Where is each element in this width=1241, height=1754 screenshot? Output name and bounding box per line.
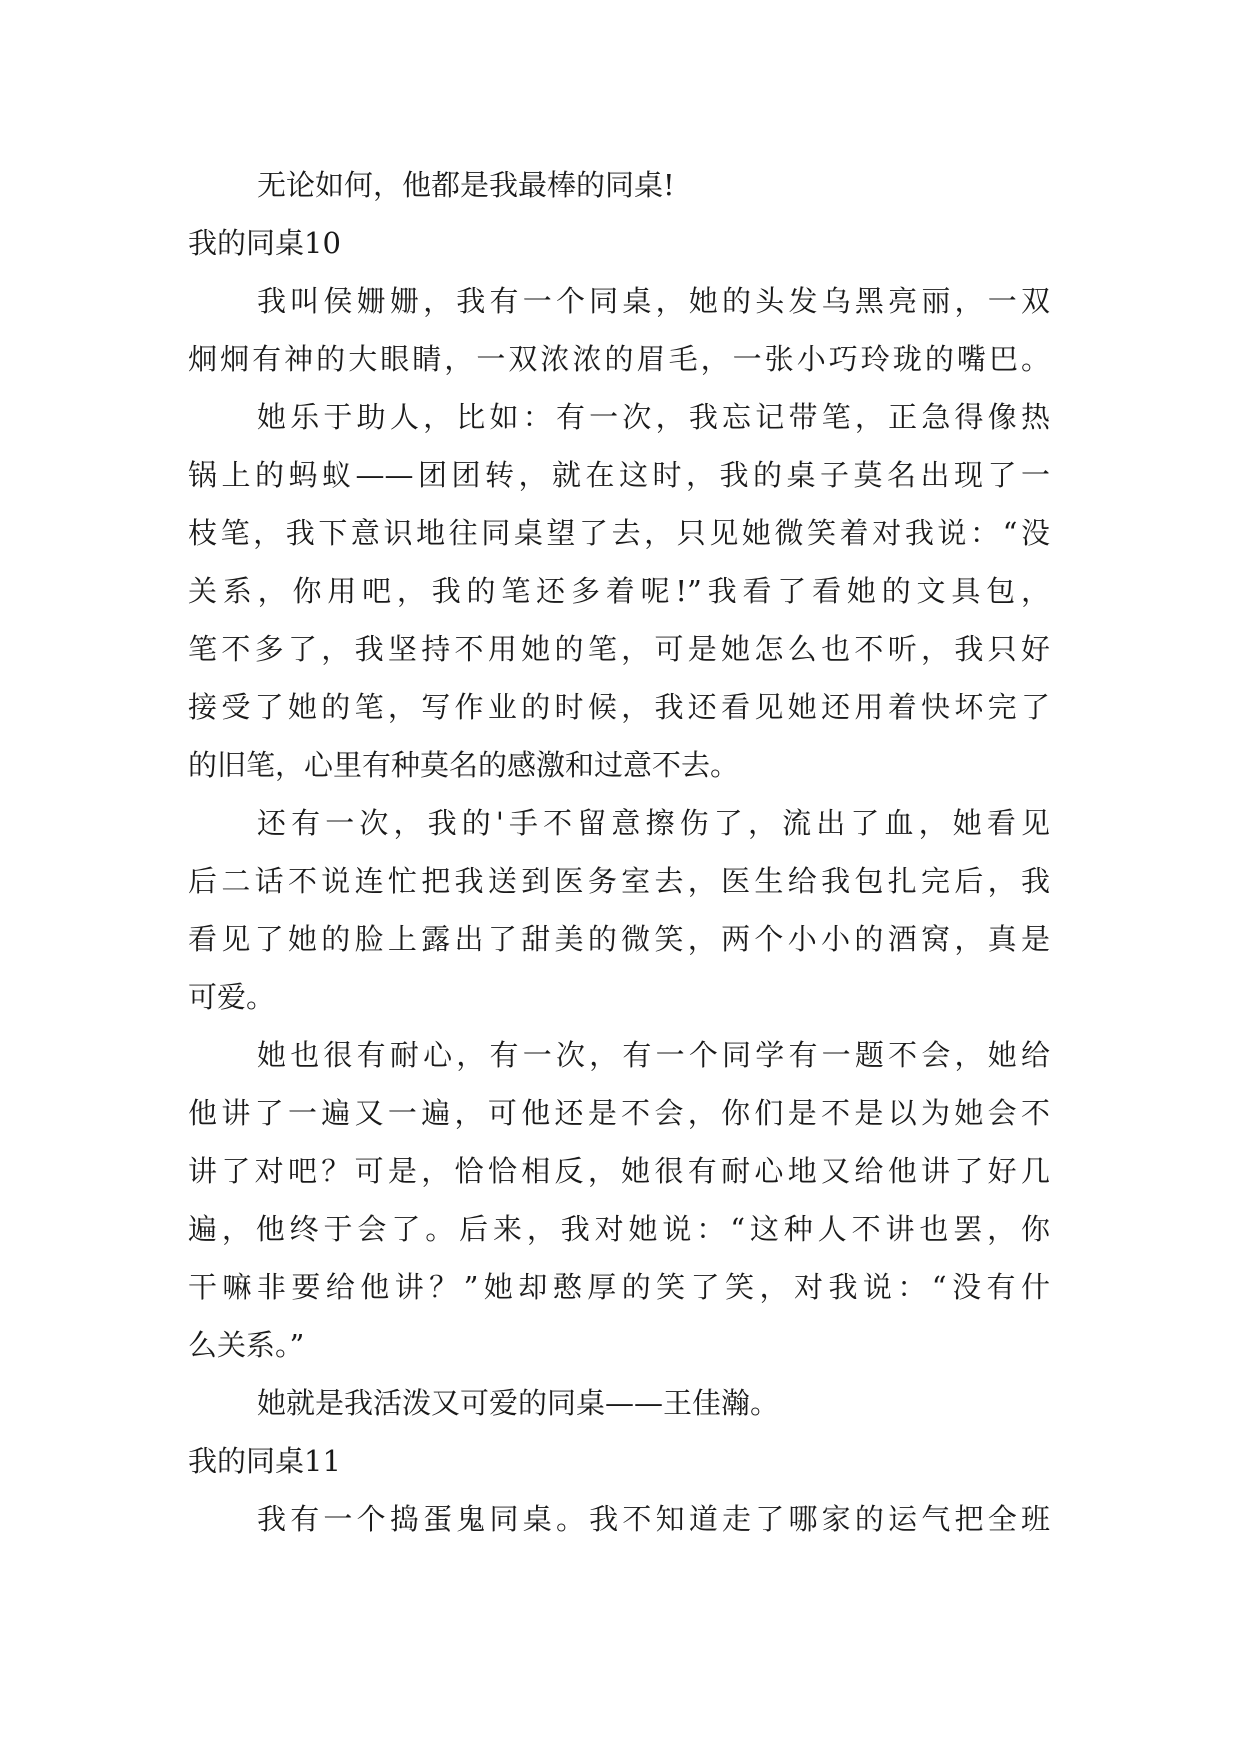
paragraph-line: 他讲了一遍又一遍，可他还是不会，你们是不是以为她会不 [188,1096,1050,1130]
section-heading: 我的同桌10 [188,226,341,260]
paragraph-line: 可爱。 [188,980,276,1014]
paragraph-line: 锅上的蚂蚁——团团转，就在这时，我的桌子莫名出现了一 [188,458,1050,492]
paragraph-line: 我叫侯姗姗，我有一个同桌，她的头发乌黑亮丽，一双 [257,284,1050,318]
paragraph-line: 后二话不说连忙把我送到医务室去，医生给我包扎完后，我 [188,864,1050,898]
paragraph-line: 无论如何，他都是我最棒的同桌! [257,168,675,202]
paragraph-line: 干嘛非要给他讲？”她却憨厚的笑了笑，对我说：“没有什 [188,1270,1050,1304]
paragraph-line: 我有一个捣蛋鬼同桌。我不知道走了哪家的运气把全班 [257,1502,1050,1536]
paragraph-line: 还有一次，我的'手不留意擦伤了，流出了血，她看见 [257,806,1050,840]
paragraph-line: 枝笔，我下意识地往同桌望了去，只见她微笑着对我说：“没 [188,516,1050,550]
document-body [188,156,1050,1548]
paragraph-line: 她也很有耐心，有一次，有一个同学有一题不会，她给 [257,1038,1050,1072]
paragraph-line: 她乐于助人，比如：有一次，我忘记带笔，正急得像热 [257,400,1050,434]
paragraph-line: 关系，你用吧，我的笔还多着呢!”我看了看她的文具包， [188,574,1050,608]
paragraph-line: 她就是我活泼又可爱的同桌——王佳瀚。 [257,1386,780,1420]
paragraph-line: 的旧笔，心里有种莫名的感激和过意不去。 [188,748,740,782]
paragraph-line: 看见了她的脸上露出了甜美的微笑，两个小小的酒窝，真是 [188,922,1050,956]
paragraph-line: 接受了她的笔，写作业的时候，我还看见她还用着快坏完了 [188,690,1050,724]
section-heading: 我的同桌11 [188,1444,341,1478]
paragraph-line: 炯炯有神的大眼睛，一双浓浓的眉毛，一张小巧玲珑的嘴巴。 [188,342,1050,376]
paragraph-line: 么关系。” [188,1328,305,1362]
paragraph-line: 讲了对吧？可是，恰恰相反，她很有耐心地又给他讲了好几 [188,1154,1050,1188]
paragraph-line: 遍，他终于会了。后来，我对她说：“这种人不讲也罢，你 [188,1212,1050,1246]
paragraph-line: 笔不多了，我坚持不用她的笔，可是她怎么也不听，我只好 [188,632,1050,666]
